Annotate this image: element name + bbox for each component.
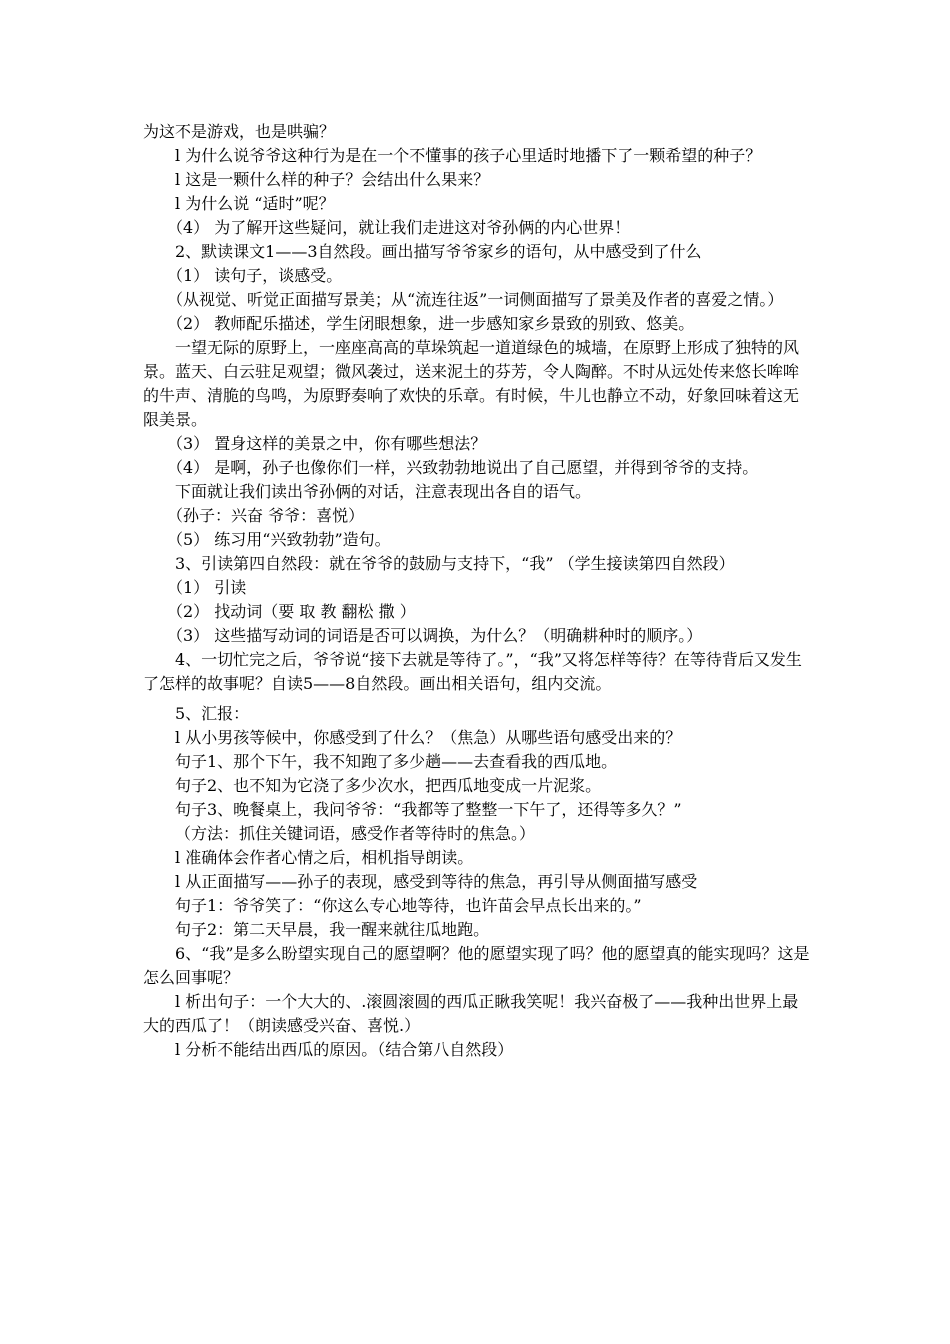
paragraph-13: 下面就让我们读出爷孙俩的对话，注意表现出各自的语气。 — [175, 482, 592, 501]
paragraph-17: （1） 引读 — [167, 578, 247, 597]
paragraph-4: l 为什么说 “适时”呢？ — [175, 194, 335, 213]
paragraph-9: （2） 教师配乐描述，学生闭眼想象，进一步感知家乡景致的别致、悠美。 — [167, 314, 695, 333]
paragraph-20: 4、一切忙完之后，爷爷说“接下去就是等待了。”，“我”又将怎样等待？在等待背后又发生了怎样的故事呢？自读5——8自然段。画出相关语句，组内交流。 — [143, 650, 802, 693]
paragraph-10: 一望无际的原野上，一座座高高的草垛筑起一道道绿色的城墙，在原野上形成了独特的风景。蓝天、白云驻足观望；微风袭过，送来泥土的芬芳，令人陶醉。不时从远处传来悠长哞哞的牛声、清脆的鸟鸣，为原野奏响了欢快的乐章。有时候，牛儿也静立不动，好象回味着这无限美景。 — [143, 338, 800, 429]
paragraph-12: （4） 是啊，孙子也像你们一样，兴致勃勃地说出了自己愿望，并得到爷爷的支持。 — [167, 458, 759, 477]
document-body — [143, 120, 811, 1062]
paragraph-18: （2） 找动词（要 取 教 翻松 撒 ） — [167, 602, 416, 621]
paragraph-19: （3） 这些描写动词的词语是否可以调换，为什么？（明确耕种时的顺序。） — [167, 626, 703, 645]
paragraph-14: （孙子：兴奋 爷爷：喜悦） — [167, 506, 365, 525]
paragraph-26: （方法：抓住关键词语，感受作者等待时的焦急。） — [175, 824, 536, 843]
paragraph-21: 5、汇报： — [175, 704, 250, 723]
paragraph-31: 6、“我”是多么盼望实现自己的愿望啊？他的愿望实现了吗？他的愿望真的能实现吗？这是怎么回事呢？ — [143, 944, 810, 987]
paragraph-24: 句子2、也不知为它浇了多少次水，把西瓜地变成一片泥浆。 — [175, 776, 602, 795]
paragraph-25: 句子3、晚餐桌上，我问爷爷：“我都等了整整一下午了，还得等多久？” — [175, 800, 682, 819]
paragraph-8: （从视觉、听觉正面描写景美；从“流连往返”一词侧面描写了景美及作者的喜爱之情。） — [167, 290, 784, 309]
paragraph-7: （1） 读句子，谈感受。 — [167, 266, 343, 285]
paragraph-23: 句子1、那个下午，我不知跑了多少趟——去查看我的西瓜地。 — [175, 752, 618, 771]
paragraph-6: 2、默读课文1——3自然段。画出描写爷爷家乡的语句，从中感受到了什么 — [175, 242, 702, 261]
paragraph-5: （4） 为了解开这些疑问，就让我们走进这对爷孙俩的内心世界！ — [167, 218, 631, 237]
paragraph-11: （3） 置身这样的美景之中，你有哪些想法？ — [167, 434, 487, 453]
paragraph-29: 句子1：爷爷笑了：“你这么专心地等待，也许苗会早点长出来的。” — [175, 896, 642, 915]
paragraph-15: （5） 练习用“兴致勃勃”造句。 — [167, 530, 391, 549]
paragraph-1: 为这不是游戏，也是哄骗？ — [143, 122, 336, 141]
paragraph-3: l 这是一颗什么样的种子？会结出什么果来？ — [175, 170, 490, 189]
paragraph-30: 句子2：第二天早晨，我一醒来就往瓜地跑。 — [175, 920, 490, 939]
paragraph-32: l 析出句子：一个大大的、.滚圆滚圆的西瓜正瞅我笑呢！我兴奋极了——我种出世界上最大的西瓜了！（朗读感受兴奋、喜悦.） — [143, 992, 799, 1035]
paragraph-22: l 从小男孩等候中，你感受到了什么？（焦急）从哪些语句感受出来的？ — [175, 728, 682, 747]
paragraph-28: l 从正面描写——孙子的表现，感受到等待的焦急，再引导从侧面描写感受 — [175, 872, 698, 891]
paragraph-2: l 为什么说爷爷这种行为是在一个不懂事的孩子心里适时地播下了一颗希望的种子？ — [175, 146, 762, 165]
paragraph-16: 3、引读第四自然段：就在爷爷的鼓励与支持下，“我” （学生接读第四自然段） — [175, 554, 735, 573]
paragraph-27: l 准确体会作者心情之后，相机指导朗读。 — [175, 848, 474, 867]
paragraph-33: l 分析不能结出西瓜的原因。（结合第八自然段） — [175, 1040, 514, 1059]
